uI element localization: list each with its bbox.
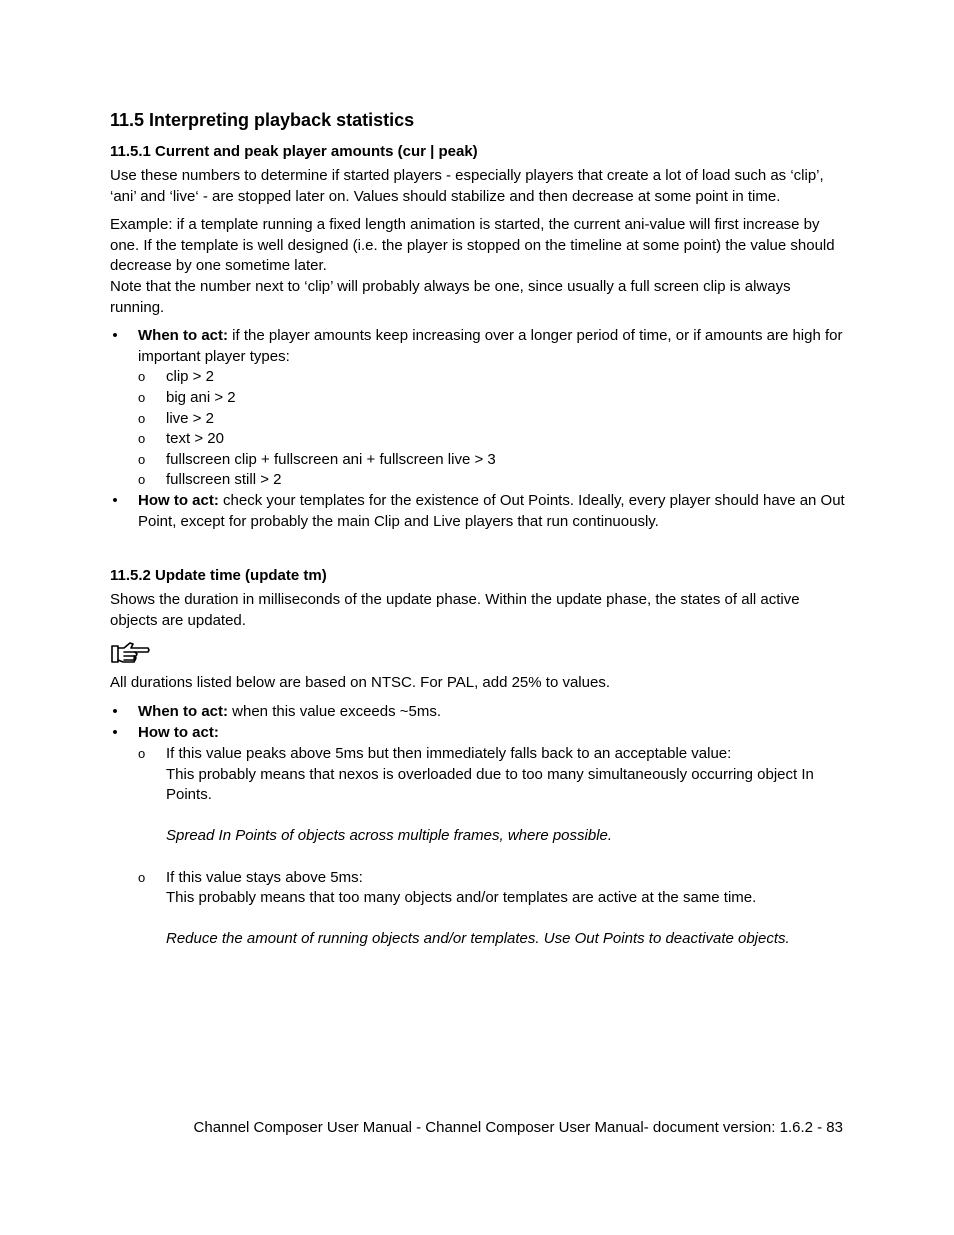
threshold-text: fullscreen clip + fullscreen ani + fullscreen live > 3 (166, 450, 496, 468)
circle-bullet-icon: o (138, 472, 146, 488)
list-item (110, 409, 845, 430)
case-condition: If this value peaks above 5ms but then immediately falls back to an acceptable value: (166, 745, 732, 763)
how-label: How to act: (138, 491, 219, 509)
circle-bullet-icon: o (138, 369, 146, 385)
when-text: if the player amounts keep increasing over a longer period of time, or if amounts are high for important player types: (138, 327, 843, 365)
when-text: when this value exceeds ~5ms. (228, 702, 442, 720)
case-explanation: This probably means that too many objects and/or templates are active at the same time. (166, 889, 757, 907)
paragraph-note: Note that the number next to ‘clip’ will probably always be one, since usually a full screen clip is always running. (110, 277, 791, 316)
threshold-text: clip > 2 (166, 368, 214, 386)
list-item (110, 868, 845, 950)
bullet-list-player-amounts (110, 326, 845, 532)
bullet-list-update-time (110, 702, 845, 950)
circle-bullet-icon: o (138, 746, 146, 762)
paragraph-example: Example: if a template running a fixed length animation is started, the current ani-value will first increase by one. If the template is well designed (i.e. the player is stopped on the timeline at some point) the value should decrease by one sometime later. (110, 216, 835, 275)
circle-bullet-icon: o (138, 869, 146, 885)
case-advice: Reduce the amount of running objects and/or templates. Use Out Points to deactivate objects. (166, 930, 790, 948)
page-footer: Channel Composer User Manual - Channel Composer User Manual- document version: 1.6.2 - 83 (193, 1119, 843, 1136)
paragraph-update-phase: Shows the duration in milliseconds of the update phase. Within the update phase, the states of all active objects are updated. (110, 591, 800, 629)
bullet-icon: • (112, 724, 118, 742)
paragraph-ntsc-note: All durations listed below are based on NTSC. For PAL, add 25% to values. (110, 674, 610, 692)
threshold-text: big ani > 2 (166, 388, 236, 406)
subsection-heading-player-amounts: 11.5.1 Current and peak player amounts (cur | peak) (110, 143, 478, 160)
list-item (110, 388, 845, 409)
how-label: How to act: (138, 724, 219, 742)
list-item (110, 450, 845, 471)
list-item (110, 367, 845, 388)
circle-bullet-icon: o (138, 451, 146, 467)
page-content (110, 108, 845, 950)
list-item (110, 429, 845, 450)
list-item-how-to-act (110, 723, 845, 950)
list-item (110, 744, 845, 868)
list-item (110, 470, 845, 491)
circle-bullet-icon: o (138, 410, 146, 426)
bullet-icon: • (112, 702, 118, 720)
case-explanation: This probably means that nexos is overloaded due to too many simultaneously occurring object In Points. (166, 765, 814, 804)
case-condition: If this value stays above 5ms: (166, 868, 363, 886)
how-text: check your templates for the existence of Out Points. Ideally, every player should have an Out Point, except for probably the main Clip and Live players that run continuously. (138, 491, 845, 530)
bullet-icon: • (112, 491, 118, 509)
bullet-icon: • (112, 327, 118, 345)
case-advice: Spread In Points of objects across multiple frames, where possible. (166, 827, 613, 845)
case-list (110, 744, 845, 950)
when-label: When to act: (138, 327, 228, 345)
list-item-when-to-act (110, 702, 845, 723)
threshold-text: text > 20 (166, 430, 224, 448)
list-item-when-to-act (110, 326, 845, 491)
when-label: When to act: (138, 702, 228, 720)
circle-bullet-icon: o (138, 389, 146, 405)
section-heading: 11.5 Interpreting playback statistics (110, 110, 415, 130)
paragraph-intro: Use these numbers to determine if started players - especially players that create a lot of load such as ‘clip’, ‘ani’ and ‘live‘ - are stopped later on. Values should stabilize and then decrease at some point in time. (110, 167, 824, 205)
threshold-text: fullscreen still > 2 (166, 471, 282, 489)
list-item-how-to-act (110, 491, 845, 532)
threshold-list (110, 367, 845, 491)
circle-bullet-icon: o (138, 431, 146, 447)
pointing-hand-icon (110, 639, 152, 669)
threshold-text: live > 2 (166, 409, 214, 427)
subsection-heading-update-time: 11.5.2 Update time (update tm) (110, 567, 327, 585)
